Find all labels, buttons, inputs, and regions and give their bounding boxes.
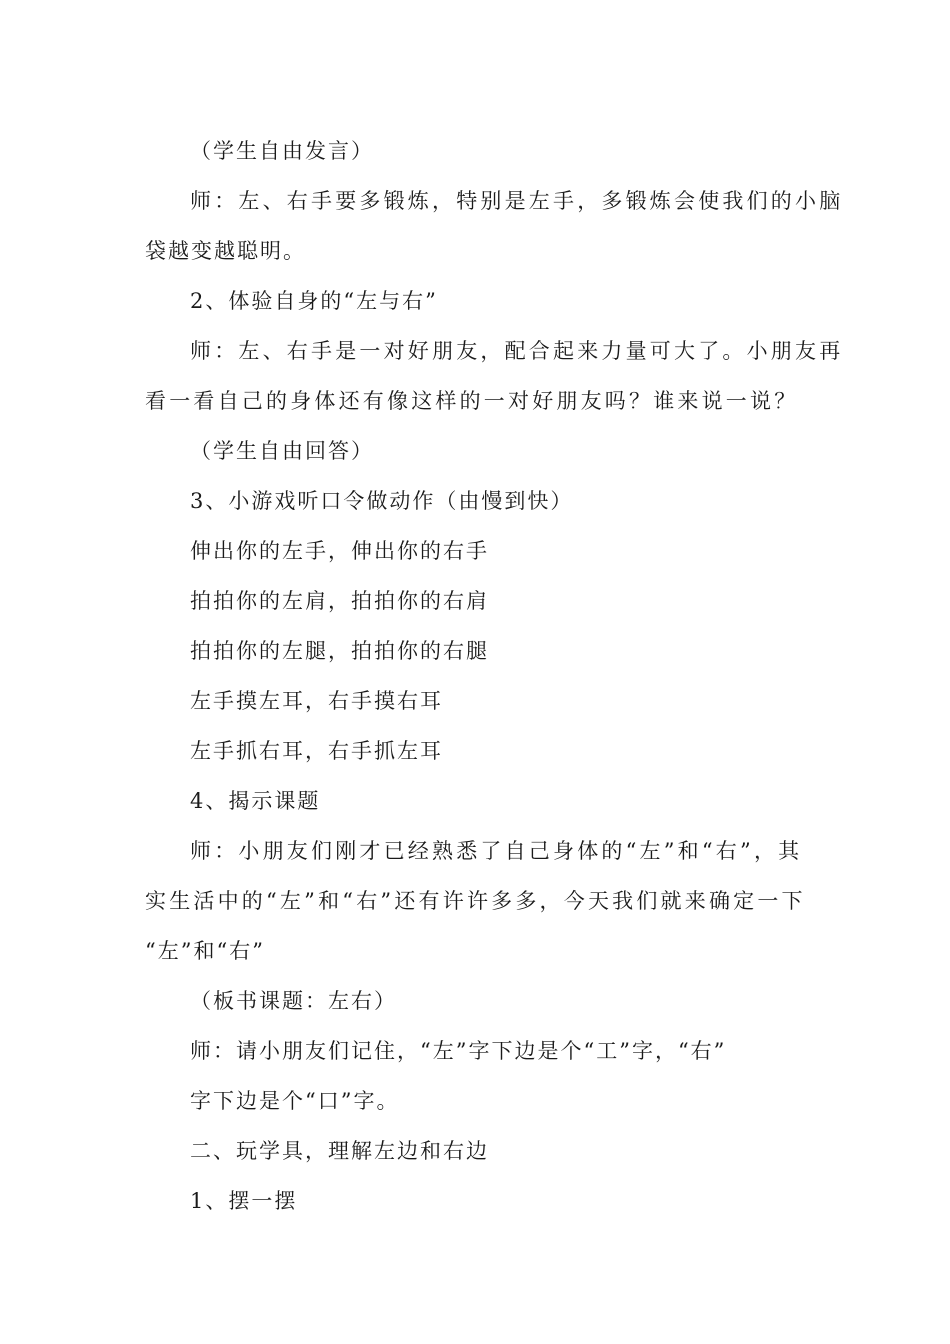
paragraph-line: 袋越变越聪明。 — [145, 239, 306, 263]
paragraph-line: 左手抓右耳，右手抓左耳 — [190, 739, 443, 763]
section-heading: 2、体验自身的“左与右” — [190, 289, 438, 313]
paragraph-line: 师：请小朋友们记住，“左”字下边是个“工”字，“右” — [190, 1039, 727, 1063]
paragraph-line: 伸出你的左手，伸出你的右手 — [190, 539, 489, 563]
paragraph-line: 师：左、右手是一对好朋友，配合起来力量可大了。小朋友再 — [190, 339, 844, 363]
paragraph-line: 字下边是个“口”字。 — [190, 1089, 400, 1113]
paragraph-line: 看一看自己的身体还有像这样的一对好朋友吗？谁来说一说？ — [145, 389, 799, 413]
section-heading: 1、摆一摆 — [190, 1189, 298, 1213]
paragraph-line: “左”和“右” — [145, 939, 265, 963]
paragraph-line: （学生自由发言） — [190, 139, 374, 163]
paragraph-line: 师：小朋友们刚才已经熟悉了自己身体的“左”和“右”，其 — [190, 839, 803, 863]
section-heading: 4、揭示课题 — [190, 789, 321, 813]
paragraph-line: （板书课题：左右） — [190, 989, 397, 1013]
section-heading: 二、玩学具，理解左边和右边 — [190, 1139, 489, 1163]
paragraph-line: 左手摸左耳，右手摸右耳 — [190, 689, 443, 713]
paragraph-line: 拍拍你的左腿，拍拍你的右腿 — [190, 639, 489, 663]
paragraph-line: 拍拍你的左肩，拍拍你的右肩 — [190, 589, 489, 613]
paragraph-line: 师：左、右手要多锻炼，特别是左手，多锻炼会使我们的小脑 — [190, 189, 844, 213]
paragraph-line: （学生自由回答） — [190, 439, 374, 463]
paragraph-line: 实生活中的“左”和“右”还有许许多多，今天我们就来确定一下 — [145, 889, 806, 913]
section-heading: 3、小游戏听口令做动作（由慢到快） — [190, 489, 574, 513]
